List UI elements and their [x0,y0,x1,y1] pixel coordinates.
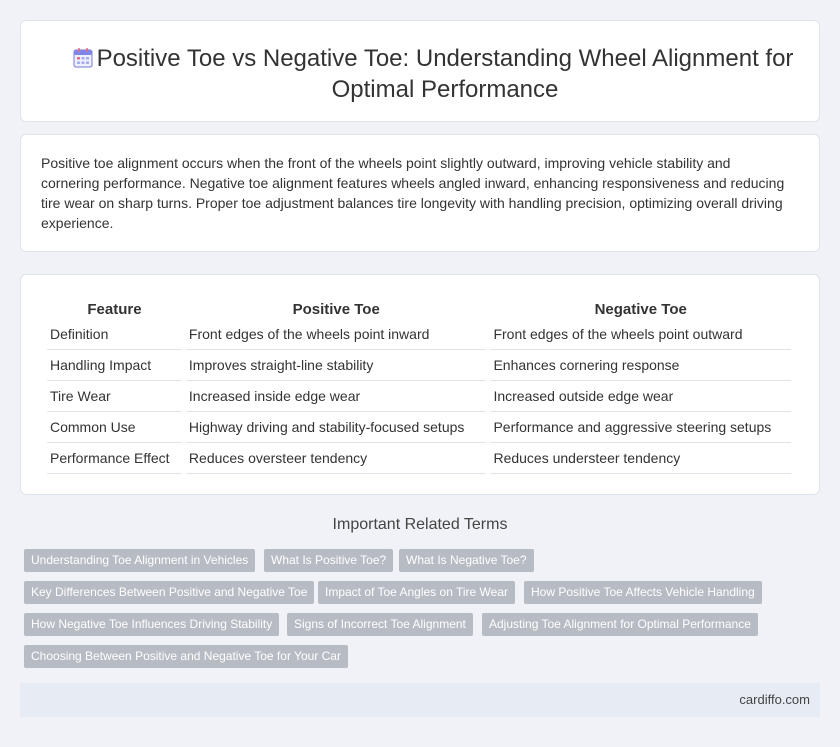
table-cell-negative: Front edges of the wheels point outward [490,319,791,350]
table-header-row [47,297,791,319]
table-row [47,412,791,443]
related-term-tag[interactable]: What Is Positive Toe? [264,549,393,572]
related-term-tag[interactable]: Understanding Toe Alignment in Vehicles [24,549,255,572]
related-term-tag[interactable]: How Negative Toe Influences Driving Stability [24,613,279,636]
related-term-tag[interactable]: Signs of Incorrect Toe Alignment [287,613,473,636]
table-row [47,319,791,350]
footer [20,683,820,717]
table-row [47,443,791,474]
footer-site-link[interactable]: cardiffo.com [739,692,810,707]
related-term-tag[interactable]: Adjusting Toe Alignment for Optimal Performance [482,613,758,636]
related-term-tag[interactable]: How Positive Toe Affects Vehicle Handling [524,581,762,604]
table-cell-negative: Enhances cornering response [490,350,791,381]
table-cell-positive: Front edges of the wheels point inward [186,319,487,350]
table-cell-positive: Highway driving and stability-focused setups [186,412,487,443]
table-cell-negative: Performance and aggressive steering setups [490,412,791,443]
related-term-tag[interactable]: What Is Negative Toe? [399,549,534,572]
table-cell-feature: Definition [47,319,182,350]
table-cell-feature: Tire Wear [47,381,182,412]
comparison-table [43,297,795,474]
table-cell-feature: Handling Impact [47,350,182,381]
page-title: Positive Toe vs Negative Toe: Understanding Wheel Alignment for Optimal Performance [96,45,794,103]
table-row [47,350,791,381]
table-cell-feature: Performance Effect [47,443,182,474]
header-positive-toe: Positive Toe [292,300,380,318]
table-cell-feature: Common Use [47,412,182,443]
related-terms-heading: Important Related Terms [332,516,508,533]
related-term-tag[interactable]: Choosing Between Positive and Negative Toe for Your Car [24,645,348,668]
title-card [20,20,820,122]
header-negative-toe: Negative Toe [594,300,687,318]
summary-paragraph: Positive toe alignment occurs when the front of the wheels point slightly outward, improving vehicle stability and cornering performance. Negative toe alignment features wheels angled inward, enhancing responsiveness and reducing tire wear on sharp turns. Proper toe adjustment balances tire longevity with handling precision, optimizing overall driving experience. [41,155,785,231]
table-cell-positive: Reduces oversteer tendency [186,443,487,474]
header-feature: Feature [87,300,142,318]
related-term-tag[interactable]: Impact of Toe Angles on Tire Wear [318,581,515,604]
table-cell-negative: Increased outside edge wear [490,381,791,412]
table-row [47,381,791,412]
table-cell-positive: Improves straight-line stability [186,350,487,381]
related-term-tag[interactable]: Key Differences Between Positive and Negative Toe [24,581,314,604]
comparison-table-card [20,274,820,495]
summary-card [20,134,820,252]
table-cell-negative: Reduces understeer tendency [490,443,791,474]
table-cell-positive: Increased inside edge wear [186,381,487,412]
